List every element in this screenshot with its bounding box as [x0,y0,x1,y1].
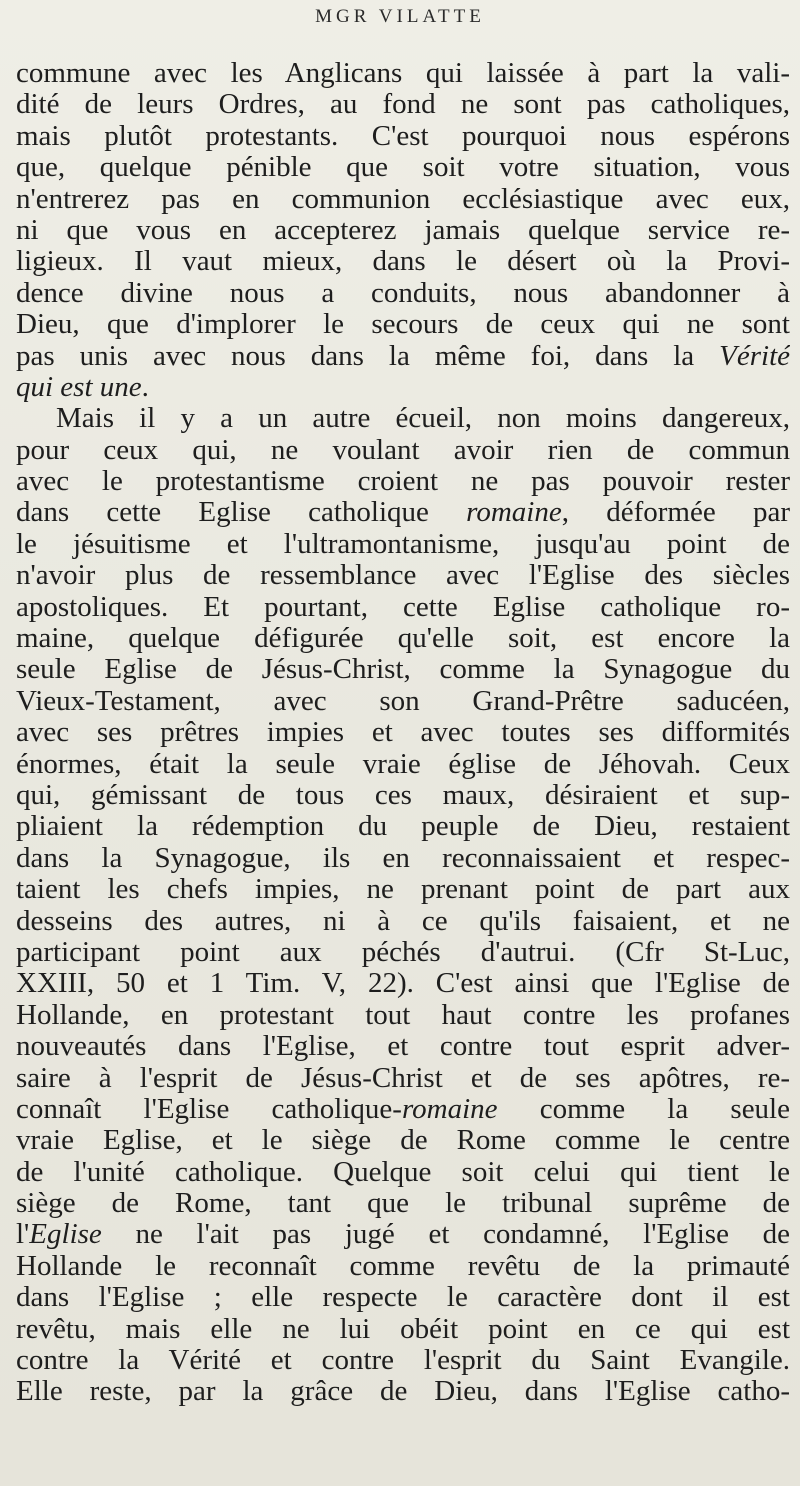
italic-segment: romaine [466,497,562,529]
text-line [16,341,790,372]
text-segment: , déformée par [561,497,790,529]
text-line [16,780,790,811]
text-line [16,937,790,968]
text-segment: participant point aux péchés d'autrui. (Cfr St-Luc, [16,936,790,968]
italic-segment: qui est une [16,371,142,403]
text-segment: dité de leurs Ordres, au fond ne sont pas catholiques, [16,89,790,121]
text-line [16,435,790,466]
text-line [16,1031,790,1062]
text-segment: avec ses prêtres impies et avec toutes ses difformités [16,717,790,749]
text-line [16,1188,790,1219]
body-text [16,58,790,1408]
text-segment: saire à l'esprit de Jésus-Christ et de ses apôtres, re- [16,1062,790,1094]
text-segment: siège de Rome, tant que le tribunal suprême de [16,1188,790,1220]
text-segment: dans la Synagogue, ils en reconnaissaient et respec- [16,842,790,874]
text-segment: commune avec les Anglicans qui laissée à part la vali- [16,58,790,89]
text-segment: . [141,371,149,403]
text-segment: dans l'Eglise ; elle respecte le caractère dont il est [16,1282,790,1314]
text-line [16,497,790,528]
text-segment: taient les chefs impies, ne prenant point de part aux [16,874,790,906]
text-line [16,560,790,591]
text-segment: Vieux-Testament, avec son Grand-Prêtre saducéen, [16,685,790,717]
text-line [16,1125,790,1156]
text-line [16,1314,790,1345]
text-segment: XXIII, 50 et 1 Tim. V, 22). C'est ainsi que l'Eglise de [16,968,790,1000]
text-segment: Hollande, en protestant tout haut contre les profanes [16,999,790,1031]
text-segment: Elle reste, par la grâce de Dieu, dans l'Eglise catho- [16,1376,790,1408]
text-line [16,1251,790,1282]
text-segment: Mais il y a un autre écueil, non moins dangereux, [56,403,790,435]
text-line [16,843,790,874]
text-segment: nouveautés dans l'Eglise, et contre tout esprit adver- [16,1031,790,1063]
text-segment: ne l'ait pas jugé et condamné, l'Eglise de [101,1219,790,1251]
text-line [16,654,790,685]
text-segment: connaît l'Eglise catholique- [16,1093,402,1125]
text-line [16,686,790,717]
text-segment: contre la Vérité et contre l'esprit du Saint Evangile. [16,1345,790,1377]
text-segment: seule Eglise de Jésus-Christ, comme la Synagogue du [16,654,790,686]
text-segment: mais plutôt protestants. C'est pourquoi nous espérons [16,120,790,152]
text-segment: Dieu, que d'implorer le secours de ceux qui ne sont [16,309,790,341]
text-segment: n'entrerez pas en communion ecclésiastique avec eux, [16,183,790,215]
text-line [16,89,790,120]
text-segment: n'avoir plus de ressemblance avec l'Eglise des siècles [16,560,790,592]
text-line [16,372,790,403]
running-head: MGR VILATTE [315,6,485,27]
text-line [16,246,790,277]
text-line [16,1063,790,1094]
text-segment: apostoliques. Et pourtant, cette Eglise catholique ro- [16,591,790,623]
text-line [16,1157,790,1188]
text-line [16,529,790,560]
text-line [16,403,790,434]
text-segment: de l'unité catholique. Quelque soit celui qui tient le [16,1156,790,1188]
text-line [16,121,790,152]
text-line [16,749,790,780]
text-segment: pas unis avec nous dans la même foi, dans la [16,340,720,372]
text-segment: avec le protestantisme croient ne pas pouvoir rester [16,466,790,498]
text-line [16,1094,790,1125]
text-segment: desseins des autres, ni à ce qu'ils faisaient, et ne [16,905,790,937]
italic-segment: Eglise [29,1219,102,1251]
text-line [16,874,790,905]
text-segment: Hollande le reconnaît comme revêtu de la primauté [16,1250,790,1282]
text-line [16,717,790,748]
text-line [16,58,790,89]
text-line [16,811,790,842]
text-segment: l' [16,1219,30,1251]
text-segment: le jésuitisme et l'ultramontanisme, jusqu'au point de [16,528,790,560]
text-line [16,906,790,937]
text-line [16,309,790,340]
text-segment: qui, gémissant de tous ces maux, désiraient et sup- [16,779,790,811]
text-segment: dence divine nous a conduits, nous abandonner à [16,277,790,309]
text-segment: vraie Eglise, et le siège de Rome comme le centre [16,1125,790,1157]
text-line [16,1000,790,1031]
text-segment: ligieux. Il vaut mieux, dans le désert où la Provi- [16,246,790,278]
text-line [16,466,790,497]
text-line [16,215,790,246]
text-line [16,152,790,183]
text-line [16,184,790,215]
text-line [16,1219,790,1250]
text-line [16,1282,790,1313]
text-segment: comme la seule [497,1093,790,1125]
text-line [16,1345,790,1376]
text-line [16,278,790,309]
text-segment: maine, quelque défigurée qu'elle soit, est encore la [16,623,790,655]
text-segment: pour ceux qui, ne voulant avoir rien de commun [16,434,790,466]
text-segment: ni que vous en accepterez jamais quelque service re- [16,214,790,246]
text-segment: énormes, était la seule vraie église de Jéhovah. Ceux [16,748,790,780]
text-line [16,592,790,623]
text-segment: pliaient la rédemption du peuple de Dieu, restaient [16,811,790,843]
text-line [16,968,790,999]
text-segment: dans cette Eglise catholique [16,497,467,529]
italic-segment: Vérité [719,340,790,372]
text-line [16,623,790,654]
text-line [16,1376,790,1407]
text-segment: revêtu, mais elle ne lui obéit point en ce qui est [16,1313,790,1345]
text-segment: que, quelque pénible que soit votre situation, vous [16,152,790,184]
italic-segment: romaine [401,1093,498,1125]
